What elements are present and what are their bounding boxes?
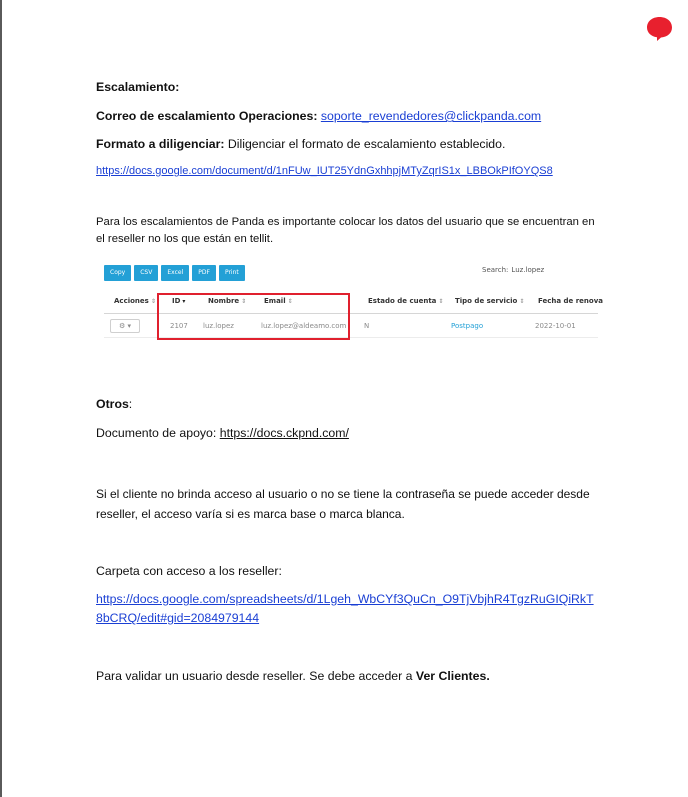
column-header-id[interactable]: ID ▾ bbox=[172, 297, 186, 305]
actions-dropdown[interactable] bbox=[110, 319, 140, 333]
column-header-estado[interactable]: Estado de cuenta ⇕ bbox=[368, 297, 444, 305]
folder-link-line bbox=[96, 590, 596, 628]
validate-line bbox=[96, 668, 490, 685]
validate-bold: Ver Clientes. bbox=[415, 669, 490, 683]
escalation-email-line bbox=[96, 108, 541, 125]
copy-button[interactable]: Copy bbox=[104, 265, 131, 281]
otros-heading-suffix: : bbox=[128, 397, 133, 411]
speech-bubble-logo-icon bbox=[646, 16, 673, 42]
sort-icon: ⇕ bbox=[438, 298, 444, 305]
highlight-annotation-box bbox=[157, 293, 350, 340]
otros-heading-line bbox=[96, 396, 132, 413]
sort-icon: ⇕ bbox=[287, 298, 293, 305]
folder-label: Carpeta con acceso a los reseller: bbox=[96, 564, 282, 578]
column-header-nombre[interactable]: Nombre ⇕ bbox=[208, 297, 247, 305]
escalation-doc-line bbox=[96, 163, 553, 180]
format-text: Diligenciar el formato de escalamiento establecido. bbox=[224, 137, 506, 151]
export-buttons bbox=[104, 265, 245, 281]
excel-button[interactable]: Excel bbox=[161, 265, 189, 281]
chevron-down-icon: ▾ bbox=[127, 322, 132, 330]
otros-heading: Otros bbox=[96, 397, 129, 411]
search-box[interactable] bbox=[482, 266, 544, 274]
escalation-email-label: Correo de escalamiento Operaciones: bbox=[96, 109, 318, 123]
escalation-note: Para los escalamientos de Panda es importante colocar los datos del usuario que se encuentran en el reseller no los que están en tellit. bbox=[96, 216, 595, 245]
page-left-border bbox=[0, 0, 2, 797]
support-doc-label: Documento de apoyo: bbox=[96, 426, 220, 440]
support-doc-link[interactable]: https://docs.ckpnd.com/ bbox=[219, 426, 349, 440]
pdf-button[interactable]: PDF bbox=[192, 265, 216, 281]
cell-tipo-link[interactable]: Postpago bbox=[451, 322, 484, 330]
cell-id: 2107 bbox=[170, 322, 188, 330]
format-label: Formato a diligenciar: bbox=[96, 137, 225, 151]
format-line bbox=[96, 136, 505, 153]
csv-button[interactable]: CSV bbox=[134, 265, 158, 281]
folder-link[interactable]: https://docs.google.com/spreadsheets/d/1Lgeh_WbCYf3QuCn_O9TjVbjhR4TgzRuGIQiRkT8bCRQ/edit#gid=2084979144 bbox=[96, 592, 594, 625]
gear-icon: ⚙ bbox=[118, 322, 126, 330]
support-doc-line bbox=[96, 425, 349, 442]
sort-icon: ⇕ bbox=[519, 298, 525, 305]
cell-nombre: luz.lopez bbox=[203, 322, 234, 330]
column-header-email[interactable]: Email ⇕ bbox=[264, 297, 293, 305]
validate-text: Para validar un usuario desde reseller. Se debe acceder a bbox=[96, 669, 416, 683]
column-header-acciones[interactable]: Acciones ⇕ bbox=[114, 297, 156, 305]
search-input[interactable]: Luz.lopez bbox=[511, 266, 545, 274]
print-button[interactable]: Print bbox=[219, 265, 245, 281]
escalation-heading: Escalamiento: bbox=[96, 80, 180, 94]
cell-email: luz.lopez@aldeamo.com bbox=[261, 322, 347, 330]
search-label: Search: bbox=[482, 266, 509, 274]
escalation-doc-link[interactable]: https://docs.google.com/document/d/1nFUw_IUT25YdnGxhhpjMTyZqrIS1x_LBBOkPIfOYQS8 bbox=[96, 165, 553, 177]
cell-estado: N bbox=[364, 322, 370, 330]
sort-icon: ⇕ bbox=[150, 298, 156, 305]
access-note: Si el cliente no brinda acceso al usuario o no se tiene la contraseña se puede acceder desde reseller, el acceso varía si es marca base o marca blanca. bbox=[96, 487, 590, 521]
sort-desc-icon: ▾ bbox=[182, 298, 186, 305]
column-header-fecha[interactable]: Fecha de renova bbox=[538, 297, 604, 305]
column-header-tipo[interactable]: Tipo de servicio ⇕ bbox=[455, 297, 525, 305]
sort-icon: ⇕ bbox=[241, 298, 247, 305]
cell-fecha: 2022-10-01 bbox=[535, 322, 576, 330]
escalation-email-link[interactable]: soporte_revendedores@clickpanda.com bbox=[320, 109, 542, 123]
